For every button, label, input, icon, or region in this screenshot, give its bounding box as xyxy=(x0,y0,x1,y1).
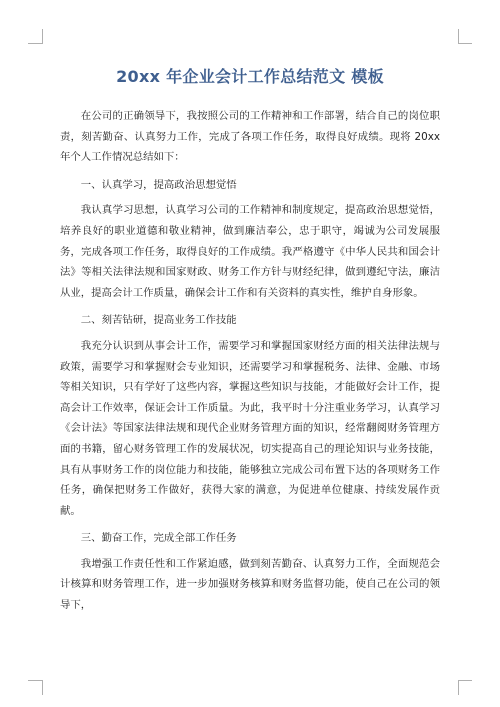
crop-mark-bottom-left xyxy=(42,680,43,695)
crop-mark-bottom-right xyxy=(458,680,472,681)
document-body xyxy=(60,106,440,623)
crop-mark-top-left xyxy=(42,29,43,44)
crop-mark-bottom-right xyxy=(458,680,459,695)
section-heading: 二、刻苦钻研，提高业务工作技能 xyxy=(80,314,237,327)
body-paragraph: 我认真学习思想，认真学习公司的工作精神和制度规定，提高政治思想觉悟，培养良好的职业道德和敬业精神，做到廉洁奉公，忠于职守，竭诚为公司发展服务，完成各项工作任务，取得良好的工作成绩。我严格遵守《中华人民共和国会计法》等相关法律法规和国家财政、财务工作方针与财经纪律，做到遵纪守法，廉洁从业，提高会计工作质量，确保会计工作和有关资料的真实性，维护自身形象。 xyxy=(60,204,440,299)
crop-mark-top-left xyxy=(28,43,42,44)
body-paragraph: 我增强工作责任性和工作紧迫感，做到刻苦勤奋、认真努力工作，全面规范会计核算和财务管理工作，进一步加强财务核算和财务监督功能，使自己在公司的领导下， xyxy=(60,557,440,612)
crop-mark-top-right xyxy=(458,43,472,44)
section-heading: 三、勤奋工作，完成全部工作任务 xyxy=(80,532,237,545)
document-title: 20xx 年企业会计工作总结范文 模板 xyxy=(116,67,384,86)
section-heading: 一、认真学习，提高政治思想觉悟 xyxy=(80,178,237,191)
crop-mark-top-right xyxy=(458,29,459,44)
body-paragraph: 我充分认识到从事会计工作，需要学习和掌握国家财经方面的相关法律法规与政策，需要学习和掌握财会专业知识，还需要学习和掌握税务、法律、金融、市场等相关知识，只有学好了这些内容，掌握这些知识与技能，才能做好会计工作，提高会计工作效率，保证会计工作质量。为此，我平时十分注重业务学习，认真学习《会计法》等国家法律法规和现代企业财务管理方面的知识，经常翻阅财务管理方面的书籍，留心财务管理工作的发展状况，切实提高自己的理论知识与业务技能，具有从事财务工作的岗位能力和技能，能够独立完成公司布置下达的各项财务工作任务，确保把财务工作做好，获得大家的满意，为促进单位健康、持续发展作贡献。 xyxy=(60,339,440,517)
body-paragraph: 在公司的正确领导下，我按照公司的工作精神和工作部署，结合自己的岗位职责，刻苦勤奋、认真努力工作，完成了各项工作任务，取得良好成绩。现将 20xx 年个人工作情况总结如下： xyxy=(60,110,440,164)
crop-mark-bottom-left xyxy=(28,680,42,681)
